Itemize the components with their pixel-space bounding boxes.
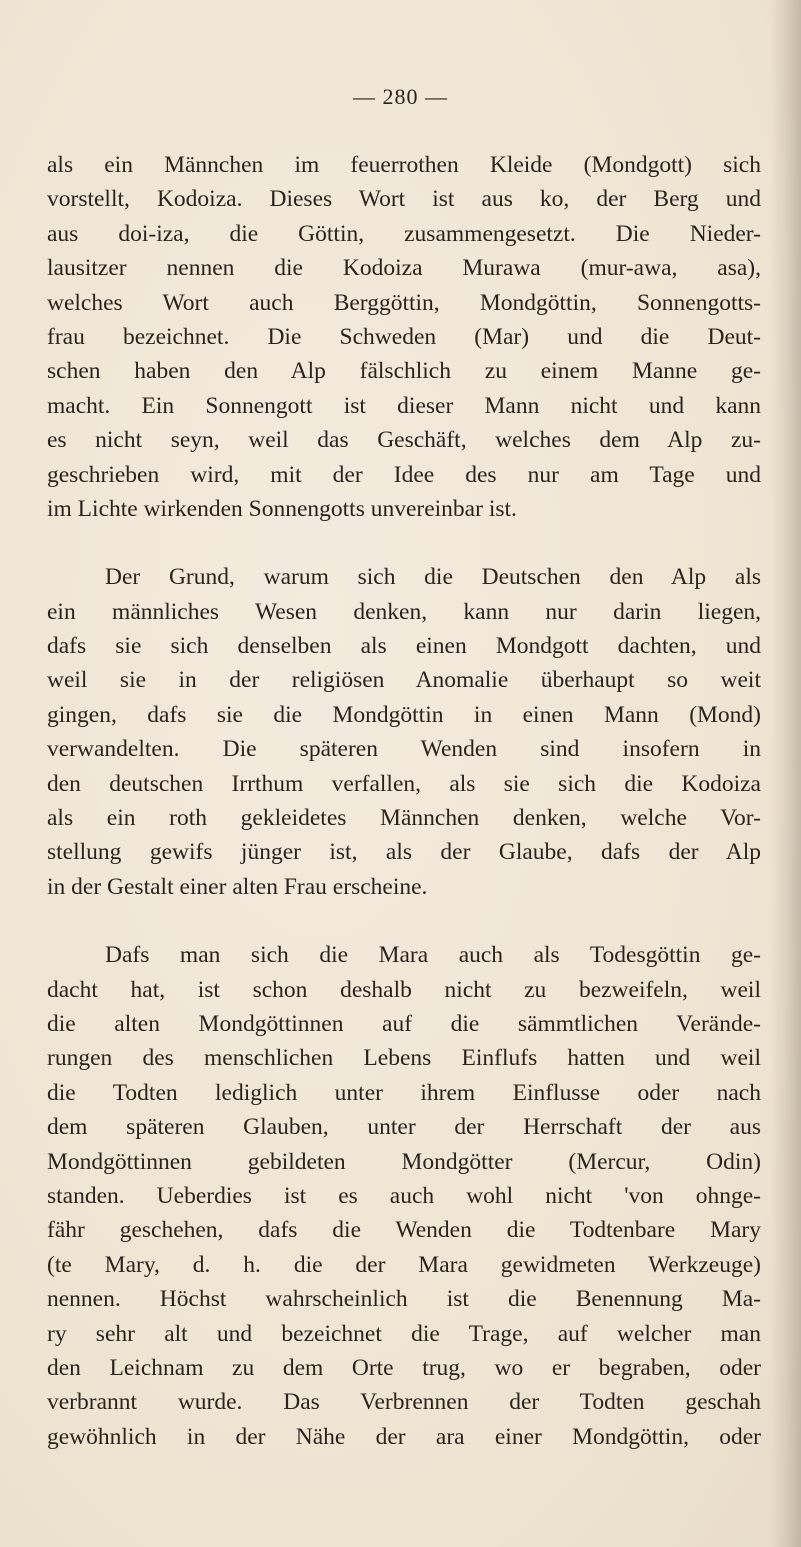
text-line: ein männliches Wesen denken, kann nur darin liegen,	[47, 598, 761, 625]
text-line: Dafs man sich die Mara auch als Todesgöttin ge-	[105, 942, 761, 969]
text-line: Mondgöttinnen gebildeten Mondgötter (Mercur, Odin)	[47, 1148, 761, 1175]
text-line: schen haben den Alp fälschlich zu einem Manne ge-	[47, 358, 761, 385]
text-line: als ein Männchen im feuerrothen Kleide (Mondgott) sich	[47, 152, 761, 178]
text-line: frau bezeichnet. Die Schweden (Mar) und die Deut-	[47, 323, 761, 350]
text-line: die Todten lediglich unter ihrem Einflusse oder nach	[47, 1079, 761, 1106]
page-number: — 280 —	[353, 84, 448, 109]
text-line: dem späteren Glauben, unter der Herrschaft der aus	[47, 1114, 761, 1141]
text-line: als ein roth gekleidetes Männchen denken, welche Vor-	[47, 805, 761, 832]
text-line: dafs sie sich denselben als einen Mondgott dachten, und	[47, 633, 761, 660]
paragraph-gap	[47, 526, 761, 560]
text-line: welches Wort auch Berggöttin, Mondgöttin, Sonnengotts-	[47, 289, 761, 316]
text-line: stellung gewifs jünger ist, als der Glaube, dafs der Alp	[47, 839, 761, 866]
text-line: gingen, dafs sie die Mondgöttin in einen Mann (Mond)	[47, 701, 761, 728]
text-line: im Lichte wirkenden Sonnengotts unvereinbar ist.	[47, 495, 517, 522]
text-line: verbrannt wurde. Das Verbrennen der Todten geschah	[47, 1389, 761, 1416]
text-line: den deutschen Irrthum verfallen, als sie sich die Kodoiza	[47, 770, 761, 797]
text-line: lausitzer nennen die Kodoiza Murawa (mur-awa, asa),	[47, 255, 761, 282]
text-line: nennen. Höchst wahrscheinlich ist die Benennung Ma-	[47, 1286, 761, 1313]
text-line: die alten Mondgöttinnen auf die sämmtlichen Verände-	[47, 1010, 761, 1037]
text-line: (te Mary, d. h. die der Mara gewidmeten Werkzeuge)	[47, 1251, 761, 1278]
text-line: den Leichnam zu dem Orte trug, wo er begraben, oder	[47, 1354, 761, 1381]
text-line: geschrieben wird, mit der Idee des nur am Tage und	[47, 461, 761, 488]
text-line: Der Grund, warum sich die Deutschen den Alp als	[105, 564, 761, 591]
text-line: fähr geschehen, dafs die Wenden die Todtenbare Mary	[47, 1217, 761, 1244]
text-line: es nicht seyn, weil das Geschäft, welches dem Alp zu-	[47, 427, 761, 454]
text-line: vorstellt, Kodoiza. Dieses Wort ist aus ko, der Berg und	[47, 186, 761, 213]
text-line: standen. Ueberdies ist es auch wohl nicht 'von ohnge-	[47, 1182, 761, 1209]
text-line: aus doi-iza, die Göttin, zusammengesetzt. Die Nieder-	[47, 220, 761, 247]
text-line: in der Gestalt einer alten Frau erscheine.	[47, 873, 428, 900]
text-line: macht. Ein Sonnengott ist dieser Mann nicht und kann	[47, 392, 761, 419]
paragraph-gap	[47, 904, 761, 938]
paragraph-1	[47, 148, 761, 526]
text-line: ry sehr alt und bezeichnet die Trage, auf welcher man	[47, 1320, 761, 1347]
text-line: rungen des menschlichen Lebens Einflufs hatten und weil	[47, 1045, 761, 1072]
text-line: verwandelten. Die späteren Wenden sind insofern in	[47, 736, 761, 763]
body-text	[47, 148, 761, 1454]
text-line: dacht hat, ist schon deshalb nicht zu bezweifeln, weil	[47, 976, 761, 1003]
paragraph-3	[47, 938, 761, 1454]
text-line: gewöhnlich in der Nähe der ara einer Mondgöttin, oder	[47, 1423, 761, 1450]
paragraph-2	[47, 560, 761, 904]
text-line: weil sie in der religiösen Anomalie überhaupt so weit	[47, 667, 761, 694]
